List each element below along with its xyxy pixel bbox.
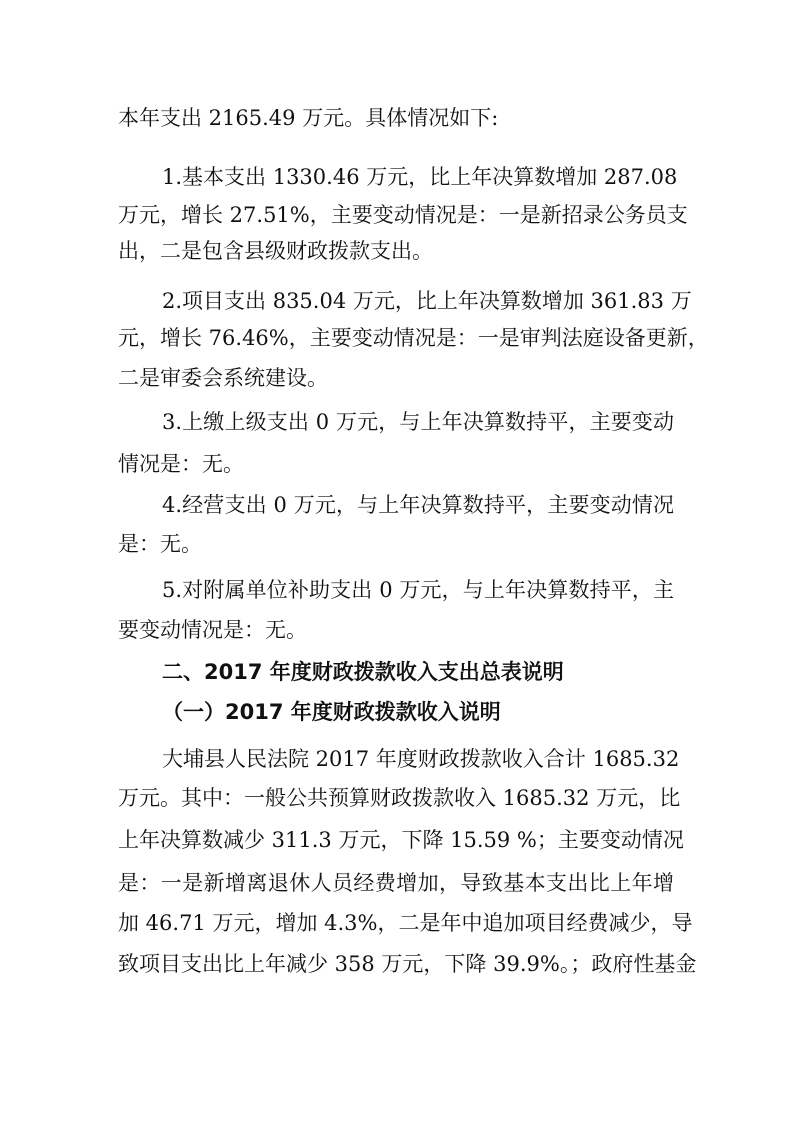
text-line: 5.对附属单位补助支出 0 万元，与上年决算数持平，主 [162,578,674,602]
text-line: 3.上缴上级支出 0 万元，与上年决算数持平，主要变动 [162,410,674,434]
text-line: 二是审委会系统建设。 [118,366,328,390]
text-line: 元，增长 76.46%，主要变动情况是：一是审判法庭设备更新， [118,326,709,350]
text-line: 2.项目支出 835.04 万元，比上年决算数增加 361.83 万 [162,289,692,313]
text-line: 致项目支出比上年减少 358 万元，下降 39.9%。；政府性基金 [118,952,697,976]
text-line: 1.基本支出 1330.46 万元，比上年决算数增加 287.08 [162,165,678,189]
text-line: 加 46.71 万元，增加 4.3%，二是年中追加项目经费减少，导 [118,911,693,935]
subsection-heading: （一）2017 年度财政拨款收入说明 [162,700,501,724]
text-line: 万元。其中：一般公共预算财政拨款收入 1685.32 万元，比 [118,786,681,810]
text-line: 大埔县人民法院 2017 年度财政拨款收入合计 1685.32 [162,747,680,771]
text-line: 是：一是新增离退休人员经费增加，导致基本支出比上年增 [118,871,674,895]
text-line: 4.经营支出 0 万元，与上年决算数持平，主要变动情况 [162,493,674,517]
text-line: 出，二是包含县级财政拨款支出。 [118,239,433,263]
text-line: 上年决算数减少 311.3 万元，下降 15.59 %；主要变动情况 [118,828,684,852]
text-line: 万元，增长 27.51%，主要变动情况是：一是新招录公务员支 [118,203,688,227]
text-line: 是：无。 [118,532,202,556]
section-heading: 二、2017 年度财政拨款收入支出总表说明 [162,660,564,684]
text-line: 要变动情况是：无。 [118,618,307,642]
text-line: 情况是：无。 [118,452,244,476]
text-line: 本年支出 2165.49 万元。具体情况如下: [118,106,499,130]
